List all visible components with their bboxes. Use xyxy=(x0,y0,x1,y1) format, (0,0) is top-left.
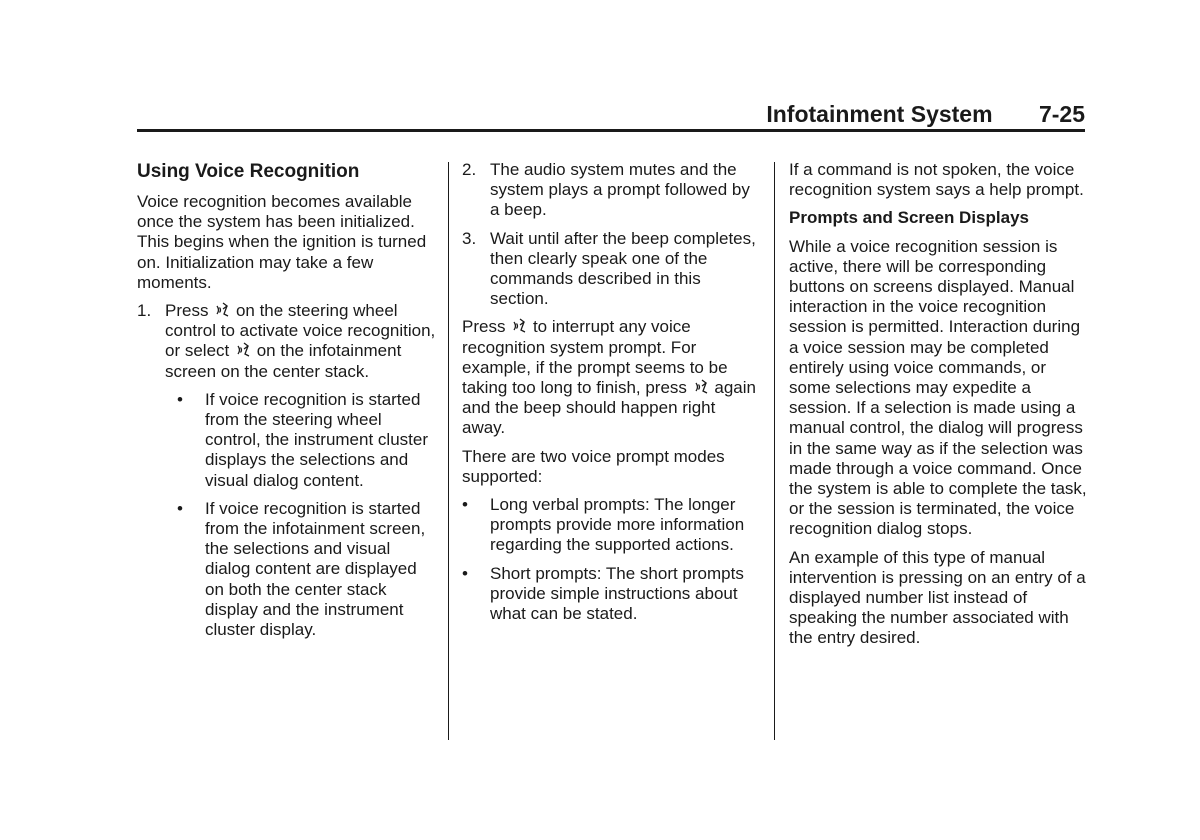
step-text: The audio system mutes and the system plays a prompt followed by a beep. xyxy=(490,160,750,220)
push-to-talk-icon xyxy=(694,379,708,395)
section-heading: Using Voice Recognition xyxy=(137,161,360,182)
step-text-part: on the infotainment screen on the center stack. xyxy=(165,341,402,381)
step-number: 2. xyxy=(462,160,477,179)
list-item xyxy=(177,390,437,491)
section-title: Infotainment System xyxy=(766,101,993,127)
note-text-part: again and the beep should happen right away. xyxy=(462,378,756,438)
list-item xyxy=(462,495,762,556)
column-2 xyxy=(462,160,762,632)
step-number: 1. xyxy=(137,301,152,321)
bullet-icon: • xyxy=(462,563,468,583)
note-text-part: to interrupt any voice recognition system prompt. For example, if the prompt seems to be taking too long to finish, press xyxy=(462,317,728,398)
push-to-talk-icon xyxy=(236,342,250,358)
list-item xyxy=(177,499,437,640)
step-3 xyxy=(462,229,762,310)
step-text xyxy=(165,301,437,382)
paragraph: If a command is not spoken, the voice recognition system says a help prompt. xyxy=(789,160,1084,200)
page-number: 7-25 xyxy=(1038,101,1085,127)
subheading: Prompts and Screen Displays xyxy=(789,208,1029,228)
step-note xyxy=(462,317,762,438)
modes-intro: There are two voice prompt modes supported: xyxy=(462,446,725,486)
bullet-icon: • xyxy=(177,498,183,518)
bullet-icon: • xyxy=(177,389,183,409)
step-text: Wait until after the beep completes, then clearly speak one of the commands described in this section. xyxy=(490,228,756,309)
step-number: 3. xyxy=(462,228,477,248)
paragraph: An example of this type of manual intervention is pressing on an entry of a displayed number list instead of speaking the number associated with the entry desired. xyxy=(789,547,1086,648)
header-rule xyxy=(137,129,1085,132)
list-item xyxy=(462,564,762,625)
step-text-part: on the steering wheel control to activate voice recognition, or select xyxy=(165,301,436,361)
paragraph: While a voice recognition session is active, there will be corresponding buttons on screens displayed. Manual interaction in the voice recognition session is permitted. Interaction during a voice session may be completed entirely using voice commands, or some selections may expedite a session. If a selection is made using a manual control, the dialog will progress in the same way as if the selection was made through a voice command. Once the system is able to complete the task, or the session is terminated, the voice recognition dialog stops. xyxy=(789,236,1087,539)
step-text-part: Press xyxy=(165,301,209,321)
step-2 xyxy=(462,160,762,221)
push-to-talk-icon xyxy=(215,302,229,318)
bullet-icon: • xyxy=(462,495,468,515)
column-1 xyxy=(137,160,437,648)
bullet-text: If voice recognition is started from the infotainment screen, the selections and visual dialog content are displayed on both the center stack display and the instrument cluster display. xyxy=(205,498,426,640)
column-divider xyxy=(448,162,449,740)
note-text-part: Press xyxy=(462,317,506,337)
column-3 xyxy=(789,160,1089,657)
step-1 xyxy=(137,301,437,382)
page-header xyxy=(766,101,1085,128)
bullet-text: If voice recognition is started from the steering wheel control, the instrument cluster displays the selections and visual dialog content. xyxy=(205,389,428,490)
column-divider xyxy=(774,162,775,740)
intro-paragraph: Voice recognition becomes available once the system has been initialized. This begins when the ignition is turned on. Initialization may take a few moments. xyxy=(137,192,427,292)
push-to-talk-icon xyxy=(512,318,526,334)
bullet-text: Long verbal prompts: The longer prompts provide more information regarding the supported actions. xyxy=(490,495,745,555)
bullet-text: Short prompts: The short prompts provide simple instructions about what can be stated. xyxy=(490,563,744,624)
